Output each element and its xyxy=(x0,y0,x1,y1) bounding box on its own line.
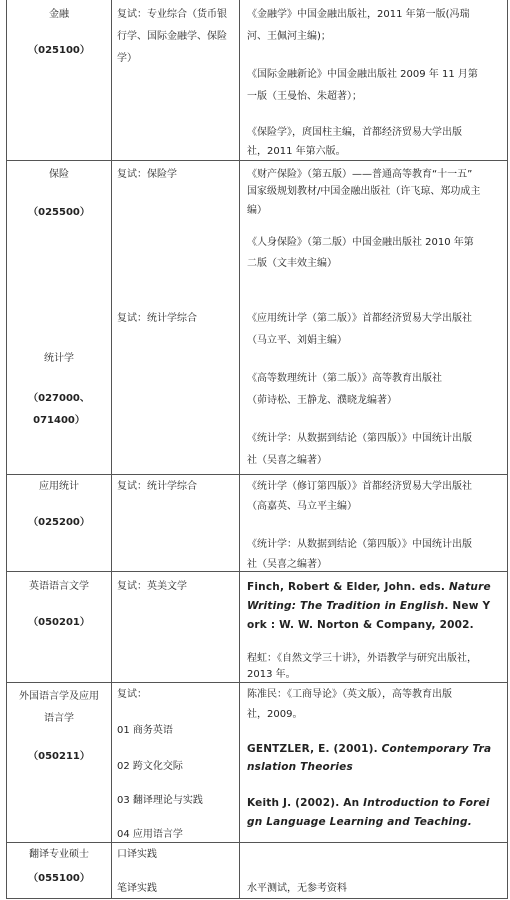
exam-subject: 复试：专业综合（货币银 xyxy=(117,9,227,20)
reference-book-title: nslation Theories xyxy=(247,761,353,773)
major-name: 外国语言学及应用 xyxy=(19,691,99,702)
major-code: （025100） xyxy=(28,45,90,56)
exam-subject: 复试：统计学综合 xyxy=(117,313,197,324)
reference-book: 一版（王曼怡、朱超著）； xyxy=(247,91,362,102)
major-code: 071400） xyxy=(33,415,85,426)
reference-book: 水平测试，无参考资料 xyxy=(247,883,347,894)
reference-book: 《统计学：从数据到结论（第四版）》中国统计出版 xyxy=(247,433,472,444)
reference-book: 社，2011 年第六版。 xyxy=(247,146,346,157)
reference-book-en: ork : W. W. Norton & Company, 2002. xyxy=(247,619,474,631)
reference-book-title: Introduction to Forei xyxy=(363,797,490,809)
major-name: 英语语言文学 xyxy=(29,581,89,592)
column-divider-1 xyxy=(111,0,112,898)
exam-subject: 04 应用语言学 xyxy=(117,829,183,840)
reference-book-text: Keith J. (2002). An xyxy=(247,797,364,809)
reference-book-title: Writing: The Tradition in English xyxy=(247,600,445,612)
reference-book-title: Contemporary Tra xyxy=(381,743,492,755)
column-divider-2 xyxy=(239,0,240,898)
major-code: （050201） xyxy=(28,617,90,628)
reference-book-text: Finch, Robert & Elder, John. eds. xyxy=(247,581,449,593)
reference-book-en xyxy=(247,796,490,810)
exam-subject: 口译实践 xyxy=(117,849,157,860)
row-divider xyxy=(7,160,507,161)
exam-subject: 复试：英美文学 xyxy=(117,581,187,592)
major-code: （027000、 xyxy=(28,393,90,404)
major-code: （055100） xyxy=(28,873,90,884)
reference-book: 2013 年。 xyxy=(247,669,296,680)
exam-subject: 复试：保险学 xyxy=(117,169,177,180)
reference-book: 社（吴喜之编著） xyxy=(247,455,327,466)
major-name: 应用统计 xyxy=(39,481,79,492)
reference-book-text: . New Y xyxy=(444,600,491,612)
reference-book: 《财产保险》（第五版）——普通高等教育“十一五” xyxy=(247,169,473,180)
exam-subject: 行学、国际金融学、保险 xyxy=(117,31,227,42)
row-divider xyxy=(7,474,507,475)
reference-book: 《保险学》，庹国柱主编，首都经济贸易大学出版 xyxy=(247,127,462,138)
major-code: （050211） xyxy=(28,751,90,762)
reference-book: 程虹：《自然文学三十讲》，外语教学与研究出版社， xyxy=(247,653,477,664)
exam-subject: 01 商务英语 xyxy=(117,725,173,736)
reference-book-title: Nature xyxy=(448,581,491,593)
reference-book: 《国际金融新论》中国金融出版社 2009 年 11 月第 xyxy=(247,69,478,80)
reference-book: 河、王佩河主编)； xyxy=(247,31,331,42)
reference-book: 陈准民：《工商导论》（英文版），高等教育出版 xyxy=(247,689,452,700)
major-name: 金融 xyxy=(49,9,69,20)
reference-book: 社，2009。 xyxy=(247,709,303,720)
row-divider xyxy=(7,842,507,843)
exam-subject: 复试：统计学综合 xyxy=(117,481,197,492)
reference-book: 《应用统计学（第二版）》首都经济贸易大学出版社 xyxy=(247,313,472,324)
reference-book-en xyxy=(247,580,491,594)
major-code: （025200） xyxy=(28,517,90,528)
exam-subject: 03 翻译理论与实践 xyxy=(117,795,203,806)
reference-book-en xyxy=(247,599,490,613)
reference-book: 编） xyxy=(247,205,267,216)
reference-book-title: gn Language Learning and Teaching. xyxy=(247,816,472,828)
reference-book: 《高等数理统计（第二版）》高等教育出版社 xyxy=(247,373,442,384)
major-name: 保险 xyxy=(49,169,69,180)
row-divider xyxy=(7,682,507,683)
major-name: 翻译专业硕士 xyxy=(29,849,89,860)
syllabus-table xyxy=(6,0,508,899)
reference-book: （高嘉英、马立平主编） xyxy=(247,501,357,512)
exam-subject: 02 跨文化交际 xyxy=(117,761,183,772)
exam-subject: 学） xyxy=(117,53,137,64)
exam-subject: 笔译实践 xyxy=(117,883,157,894)
reference-book: 社（吴喜之编著） xyxy=(247,559,327,570)
reference-book: 《统计学：从数据到结论（第四版）》中国统计出版 xyxy=(247,539,472,550)
reference-book: 二版（文丰效主编） xyxy=(247,258,337,269)
reference-book: 《统计学（修订第四版）》首都经济贸易大学出版社 xyxy=(247,481,472,492)
reference-book: 国家级规划教材/中国金融出版社（许飞琼、郑功成主 xyxy=(247,186,481,197)
exam-subject: 复试： xyxy=(117,689,147,700)
reference-book: 《人身保险》（第二版）中国金融出版社 2010 年第 xyxy=(247,237,474,248)
reference-book: （茆诗松、王静龙、濮晓龙编著） xyxy=(247,395,397,406)
major-code: （025500） xyxy=(28,207,90,218)
major-name: 统计学 xyxy=(44,353,74,364)
major-name: 语言学 xyxy=(44,713,74,724)
reference-book-text: GENTZLER, E. (2001). xyxy=(247,743,382,755)
reference-book: （马立平、刘娟主编） xyxy=(247,335,347,346)
reference-book-en xyxy=(247,742,491,756)
reference-book: 《金融学》中国金融出版社，2011 年第一版(冯瑞 xyxy=(247,9,470,20)
